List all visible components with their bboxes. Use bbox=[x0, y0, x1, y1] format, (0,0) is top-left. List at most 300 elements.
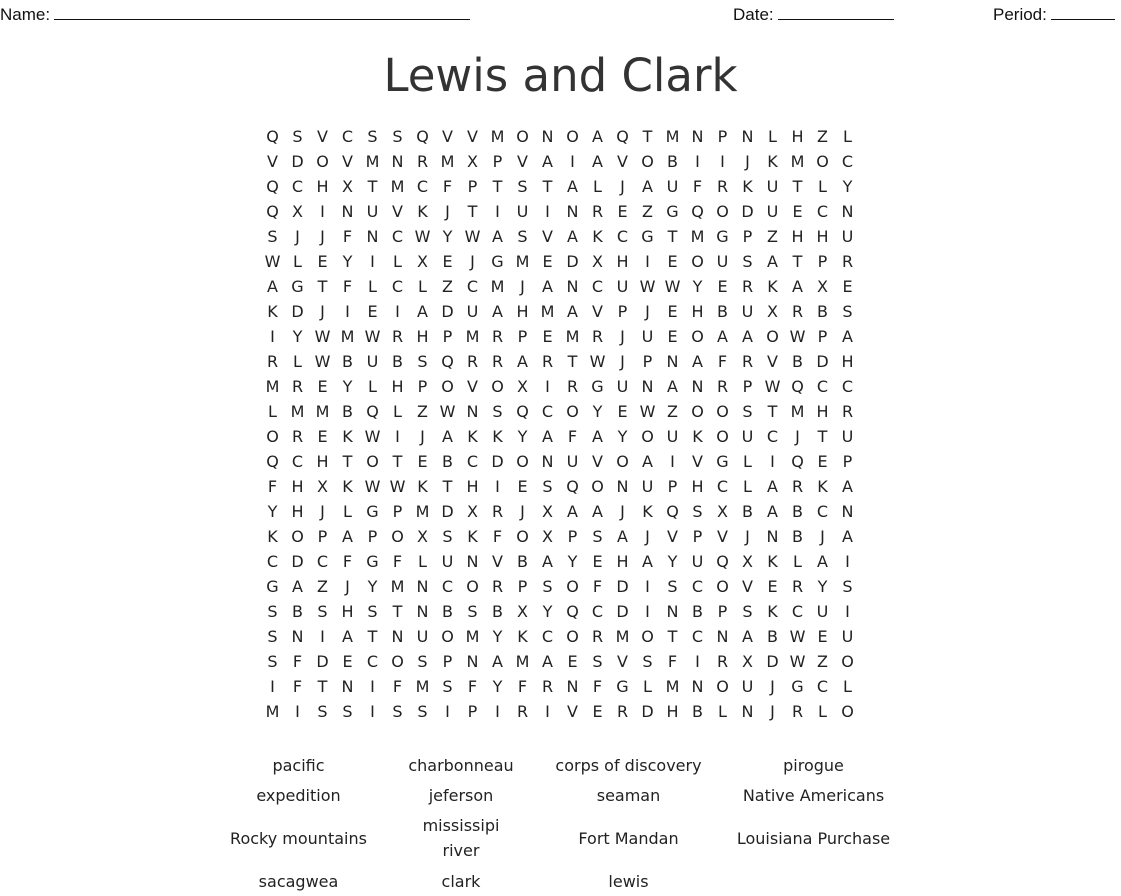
grid-letter[interactable]: J bbox=[620, 502, 625, 521]
grid-letter[interactable]: A bbox=[442, 427, 453, 446]
grid-letter[interactable]: O bbox=[716, 677, 729, 696]
grid-letter[interactable]: N bbox=[466, 402, 479, 421]
grid-letter[interactable]: S bbox=[317, 602, 328, 621]
grid-letter[interactable]: H bbox=[616, 552, 629, 571]
grid-letter[interactable]: E bbox=[542, 252, 553, 271]
grid-letter[interactable]: W bbox=[364, 427, 381, 446]
grid-letter[interactable]: U bbox=[366, 202, 379, 221]
grid-letter[interactable]: D bbox=[766, 652, 779, 671]
grid-letter[interactable]: I bbox=[370, 702, 375, 721]
grid-letter[interactable]: V bbox=[717, 527, 728, 546]
grid-letter[interactable]: R bbox=[391, 327, 404, 346]
grid-letter[interactable]: M bbox=[390, 177, 405, 196]
grid-letter[interactable]: S bbox=[517, 227, 528, 246]
grid-letter[interactable]: C bbox=[816, 677, 829, 696]
grid-letter[interactable]: A bbox=[492, 227, 503, 246]
grid-letter[interactable]: O bbox=[391, 527, 404, 546]
grid-letter[interactable]: N bbox=[566, 277, 579, 296]
grid-letter[interactable]: G bbox=[366, 552, 379, 571]
grid-letter[interactable]: A bbox=[817, 552, 828, 571]
grid-letter[interactable]: O bbox=[716, 427, 729, 446]
grid-letter[interactable]: S bbox=[742, 602, 753, 621]
grid-letter[interactable]: O bbox=[466, 577, 479, 596]
grid-letter[interactable]: U bbox=[466, 302, 479, 321]
grid-letter[interactable]: P bbox=[692, 527, 703, 546]
grid-letter[interactable]: B bbox=[342, 402, 353, 421]
grid-letter[interactable]: J bbox=[420, 427, 425, 446]
grid-letter[interactable]: N bbox=[616, 477, 629, 496]
grid-letter[interactable]: U bbox=[566, 452, 579, 471]
grid-letter[interactable]: Y bbox=[292, 327, 303, 346]
grid-letter[interactable]: Q bbox=[416, 127, 429, 146]
grid-letter[interactable]: E bbox=[342, 652, 353, 671]
grid-letter[interactable]: B bbox=[342, 352, 353, 371]
grid-letter[interactable]: N bbox=[416, 577, 429, 596]
grid-letter[interactable]: A bbox=[417, 302, 428, 321]
grid-letter[interactable]: O bbox=[391, 652, 404, 671]
grid-letter[interactable]: W bbox=[439, 402, 456, 421]
grid-letter[interactable]: Q bbox=[566, 602, 579, 621]
grid-letter[interactable]: E bbox=[767, 577, 778, 596]
grid-letter[interactable]: L bbox=[593, 177, 602, 196]
grid-letter[interactable]: B bbox=[792, 352, 803, 371]
grid-letter[interactable]: C bbox=[791, 602, 804, 621]
grid-letter[interactable]: V bbox=[767, 352, 778, 371]
grid-letter[interactable]: A bbox=[542, 277, 553, 296]
grid-letter[interactable]: T bbox=[567, 352, 578, 371]
grid-letter[interactable]: A bbox=[492, 302, 503, 321]
grid-letter[interactable]: D bbox=[616, 602, 629, 621]
grid-letter[interactable]: T bbox=[767, 402, 778, 421]
grid-letter[interactable]: M bbox=[665, 127, 680, 146]
grid-letter[interactable]: F bbox=[467, 677, 478, 696]
grid-letter[interactable]: E bbox=[517, 477, 528, 496]
grid-letter[interactable]: N bbox=[366, 227, 379, 246]
grid-letter[interactable]: R bbox=[591, 327, 604, 346]
date-blank-line[interactable] bbox=[778, 3, 894, 20]
grid-letter[interactable]: I bbox=[695, 652, 700, 671]
grid-letter[interactable]: F bbox=[692, 177, 703, 196]
grid-letter[interactable]: B bbox=[742, 502, 753, 521]
grid-letter[interactable]: O bbox=[566, 577, 579, 596]
name-field[interactable] bbox=[0, 3, 470, 25]
grid-letter[interactable]: X bbox=[817, 277, 828, 296]
name-blank-line[interactable] bbox=[54, 3, 470, 20]
grid-letter[interactable]: R bbox=[466, 352, 479, 371]
grid-letter[interactable]: F bbox=[292, 677, 303, 696]
grid-letter[interactable]: G bbox=[716, 227, 729, 246]
grid-letter[interactable]: K bbox=[417, 477, 428, 496]
grid-letter[interactable]: J bbox=[820, 527, 825, 546]
grid-letter[interactable]: C bbox=[441, 577, 454, 596]
grid-letter[interactable]: D bbox=[441, 302, 454, 321]
grid-letter[interactable]: K bbox=[592, 227, 603, 246]
grid-letter[interactable]: K bbox=[267, 527, 278, 546]
grid-letter[interactable]: M bbox=[365, 152, 380, 171]
grid-letter[interactable]: G bbox=[491, 252, 504, 271]
grid-letter[interactable]: T bbox=[342, 452, 353, 471]
grid-letter[interactable]: Q bbox=[441, 352, 454, 371]
grid-letter[interactable]: W bbox=[639, 402, 656, 421]
grid-letter[interactable]: W bbox=[414, 227, 431, 246]
grid-letter[interactable]: R bbox=[741, 277, 754, 296]
grid-letter[interactable]: U bbox=[416, 627, 429, 646]
grid-letter[interactable]: A bbox=[842, 327, 853, 346]
grid-letter[interactable]: E bbox=[592, 552, 603, 571]
grid-letter[interactable]: N bbox=[666, 352, 679, 371]
grid-letter[interactable]: O bbox=[291, 527, 304, 546]
grid-letter[interactable]: A bbox=[517, 352, 528, 371]
grid-letter[interactable]: T bbox=[467, 202, 478, 221]
grid-letter[interactable]: V bbox=[467, 377, 478, 396]
grid-letter[interactable]: E bbox=[592, 702, 603, 721]
grid-letter[interactable]: D bbox=[491, 452, 504, 471]
grid-letter[interactable]: R bbox=[616, 702, 629, 721]
grid-letter[interactable]: R bbox=[591, 202, 604, 221]
grid-letter[interactable]: A bbox=[542, 652, 553, 671]
grid-letter[interactable]: M bbox=[540, 302, 555, 321]
grid-letter[interactable]: R bbox=[491, 502, 504, 521]
grid-letter[interactable]: S bbox=[392, 702, 403, 721]
grid-letter[interactable]: H bbox=[516, 302, 529, 321]
grid-letter[interactable]: N bbox=[391, 627, 404, 646]
grid-letter[interactable]: B bbox=[692, 602, 703, 621]
grid-letter[interactable]: E bbox=[792, 202, 803, 221]
grid-letter[interactable]: K bbox=[767, 602, 778, 621]
grid-letter[interactable]: I bbox=[270, 327, 275, 346]
grid-letter[interactable]: H bbox=[391, 377, 404, 396]
grid-letter[interactable]: A bbox=[617, 527, 628, 546]
grid-letter[interactable]: I bbox=[695, 152, 700, 171]
grid-letter[interactable]: M bbox=[465, 627, 480, 646]
grid-letter[interactable]: L bbox=[393, 252, 402, 271]
grid-letter[interactable]: C bbox=[691, 627, 704, 646]
grid-letter[interactable]: U bbox=[516, 202, 529, 221]
grid-letter[interactable]: O bbox=[316, 152, 329, 171]
grid-letter[interactable]: R bbox=[716, 652, 729, 671]
grid-letter[interactable]: O bbox=[441, 377, 454, 396]
grid-letter[interactable]: E bbox=[617, 402, 628, 421]
grid-letter[interactable]: C bbox=[816, 202, 829, 221]
grid-letter[interactable]: J bbox=[520, 502, 525, 521]
grid-letter[interactable]: P bbox=[392, 502, 403, 521]
grid-letter[interactable]: M bbox=[565, 327, 580, 346]
grid-letter[interactable]: X bbox=[317, 477, 328, 496]
grid-letter[interactable]: K bbox=[492, 427, 503, 446]
grid-letter[interactable]: R bbox=[291, 377, 304, 396]
grid-letter[interactable]: K bbox=[767, 152, 778, 171]
grid-letter[interactable]: C bbox=[341, 127, 354, 146]
grid-letter[interactable]: S bbox=[292, 127, 303, 146]
grid-letter[interactable]: M bbox=[465, 327, 480, 346]
grid-letter[interactable]: X bbox=[592, 252, 603, 271]
grid-letter[interactable]: C bbox=[541, 627, 554, 646]
grid-letter[interactable]: N bbox=[291, 627, 304, 646]
grid-letter[interactable]: U bbox=[691, 552, 704, 571]
grid-letter[interactable]: I bbox=[545, 377, 550, 396]
grid-letter[interactable]: W bbox=[789, 627, 806, 646]
grid-letter[interactable]: C bbox=[291, 452, 304, 471]
grid-letter[interactable]: F bbox=[267, 477, 278, 496]
grid-letter[interactable]: W bbox=[639, 277, 656, 296]
grid-letter[interactable]: U bbox=[441, 552, 454, 571]
grid-letter[interactable]: J bbox=[745, 152, 750, 171]
grid-letter[interactable]: Y bbox=[842, 177, 853, 196]
grid-letter[interactable]: C bbox=[591, 277, 604, 296]
grid-letter[interactable]: S bbox=[642, 652, 653, 671]
grid-letter[interactable]: U bbox=[641, 477, 654, 496]
grid-letter[interactable]: F bbox=[517, 677, 528, 696]
grid-letter[interactable]: I bbox=[645, 602, 650, 621]
grid-letter[interactable]: H bbox=[691, 302, 704, 321]
grid-letter[interactable]: P bbox=[517, 327, 528, 346]
grid-letter[interactable]: Y bbox=[692, 277, 703, 296]
grid-letter[interactable]: O bbox=[566, 402, 579, 421]
grid-letter[interactable]: V bbox=[742, 577, 753, 596]
grid-letter[interactable]: K bbox=[742, 177, 753, 196]
grid-letter[interactable]: U bbox=[666, 177, 679, 196]
grid-letter[interactable]: N bbox=[741, 127, 754, 146]
grid-letter[interactable]: J bbox=[345, 577, 350, 596]
grid-letter[interactable]: P bbox=[717, 127, 728, 146]
grid-letter[interactable]: H bbox=[316, 177, 329, 196]
grid-letter[interactable]: E bbox=[817, 627, 828, 646]
grid-letter[interactable]: Q bbox=[266, 452, 279, 471]
grid-letter[interactable]: M bbox=[265, 702, 280, 721]
grid-letter[interactable]: E bbox=[317, 252, 328, 271]
grid-letter[interactable]: S bbox=[842, 302, 853, 321]
grid-letter[interactable]: Y bbox=[817, 577, 828, 596]
grid-letter[interactable]: S bbox=[417, 702, 428, 721]
grid-letter[interactable]: L bbox=[418, 277, 427, 296]
grid-letter[interactable]: V bbox=[467, 127, 478, 146]
grid-letter[interactable]: X bbox=[517, 377, 528, 396]
grid-letter[interactable]: O bbox=[716, 577, 729, 596]
grid-letter[interactable]: Q bbox=[691, 202, 704, 221]
grid-letter[interactable]: B bbox=[292, 602, 303, 621]
grid-letter[interactable]: R bbox=[591, 627, 604, 646]
grid-letter[interactable]: S bbox=[467, 602, 478, 621]
grid-letter[interactable]: J bbox=[770, 702, 775, 721]
grid-letter[interactable]: Y bbox=[567, 552, 578, 571]
grid-letter[interactable]: W bbox=[764, 377, 781, 396]
grid-letter[interactable]: D bbox=[641, 702, 654, 721]
grid-letter[interactable]: T bbox=[367, 177, 378, 196]
grid-letter[interactable]: L bbox=[368, 377, 377, 396]
grid-letter[interactable]: B bbox=[392, 352, 403, 371]
grid-letter[interactable]: R bbox=[791, 477, 804, 496]
grid-letter[interactable]: O bbox=[566, 127, 579, 146]
grid-letter[interactable]: F bbox=[442, 177, 453, 196]
grid-letter[interactable]: A bbox=[567, 177, 578, 196]
grid-letter[interactable]: H bbox=[691, 477, 704, 496]
grid-letter[interactable]: V bbox=[317, 127, 328, 146]
grid-letter[interactable]: U bbox=[766, 177, 779, 196]
grid-letter[interactable]: F bbox=[292, 652, 303, 671]
grid-letter[interactable]: A bbox=[567, 502, 578, 521]
grid-letter[interactable]: A bbox=[567, 227, 578, 246]
grid-letter[interactable]: V bbox=[667, 527, 678, 546]
grid-letter[interactable]: X bbox=[292, 202, 303, 221]
grid-letter[interactable]: C bbox=[591, 602, 604, 621]
grid-letter[interactable]: M bbox=[490, 127, 505, 146]
grid-letter[interactable]: X bbox=[542, 527, 553, 546]
grid-letter[interactable]: O bbox=[616, 452, 629, 471]
grid-letter[interactable]: A bbox=[667, 377, 678, 396]
grid-letter[interactable]: T bbox=[817, 427, 828, 446]
grid-letter[interactable]: A bbox=[767, 477, 778, 496]
grid-letter[interactable]: T bbox=[667, 227, 678, 246]
grid-letter[interactable]: C bbox=[391, 277, 404, 296]
grid-letter[interactable]: U bbox=[741, 302, 754, 321]
grid-letter[interactable]: Q bbox=[266, 177, 279, 196]
grid-letter[interactable]: E bbox=[817, 452, 828, 471]
grid-letter[interactable]: T bbox=[442, 477, 453, 496]
grid-letter[interactable]: R bbox=[516, 702, 529, 721]
grid-letter[interactable]: N bbox=[541, 452, 554, 471]
grid-letter[interactable]: O bbox=[691, 402, 704, 421]
grid-letter[interactable]: X bbox=[742, 552, 753, 571]
grid-letter[interactable]: J bbox=[745, 527, 750, 546]
grid-letter[interactable]: W bbox=[264, 252, 281, 271]
grid-letter[interactable]: P bbox=[517, 577, 528, 596]
grid-letter[interactable]: J bbox=[795, 427, 800, 446]
grid-letter[interactable]: L bbox=[343, 502, 352, 521]
grid-letter[interactable]: I bbox=[295, 702, 300, 721]
grid-letter[interactable]: B bbox=[492, 602, 503, 621]
grid-letter[interactable]: H bbox=[666, 702, 679, 721]
grid-letter[interactable]: L bbox=[818, 177, 827, 196]
grid-letter[interactable]: N bbox=[541, 127, 554, 146]
grid-letter[interactable]: K bbox=[417, 202, 428, 221]
grid-letter[interactable]: R bbox=[841, 252, 854, 271]
grid-letter[interactable]: F bbox=[717, 352, 728, 371]
grid-letter[interactable]: S bbox=[417, 352, 428, 371]
grid-letter[interactable]: L bbox=[393, 402, 402, 421]
grid-letter[interactable]: O bbox=[691, 327, 704, 346]
grid-letter[interactable]: E bbox=[717, 277, 728, 296]
grid-letter[interactable]: H bbox=[791, 127, 804, 146]
grid-letter[interactable]: V bbox=[542, 227, 553, 246]
grid-letter[interactable]: U bbox=[816, 602, 829, 621]
grid-letter[interactable]: K bbox=[267, 302, 278, 321]
grid-letter[interactable]: I bbox=[645, 252, 650, 271]
grid-letter[interactable]: B bbox=[767, 627, 778, 646]
grid-letter[interactable]: A bbox=[267, 277, 278, 296]
grid-letter[interactable]: L bbox=[818, 702, 827, 721]
grid-letter[interactable]: N bbox=[391, 152, 404, 171]
grid-letter[interactable]: F bbox=[342, 277, 353, 296]
grid-letter[interactable]: D bbox=[566, 252, 579, 271]
grid-letter[interactable]: E bbox=[442, 252, 453, 271]
grid-letter[interactable]: F bbox=[567, 427, 578, 446]
grid-letter[interactable]: O bbox=[641, 427, 654, 446]
grid-letter[interactable]: M bbox=[440, 152, 455, 171]
grid-letter[interactable]: V bbox=[392, 202, 403, 221]
grid-letter[interactable]: J bbox=[645, 302, 650, 321]
grid-letter[interactable]: X bbox=[467, 502, 478, 521]
grid-letter[interactable]: I bbox=[370, 677, 375, 696]
grid-letter[interactable]: P bbox=[842, 452, 853, 471]
grid-letter[interactable]: L bbox=[293, 352, 302, 371]
grid-letter[interactable]: I bbox=[395, 427, 400, 446]
grid-letter[interactable]: P bbox=[667, 477, 678, 496]
grid-letter[interactable]: V bbox=[342, 152, 353, 171]
grid-letter[interactable]: Z bbox=[642, 202, 653, 221]
grid-letter[interactable]: X bbox=[767, 302, 778, 321]
grid-letter[interactable]: V bbox=[617, 152, 628, 171]
grid-letter[interactable]: N bbox=[691, 377, 704, 396]
grid-letter[interactable]: J bbox=[295, 227, 300, 246]
grid-letter[interactable]: W bbox=[389, 477, 406, 496]
grid-letter[interactable]: Q bbox=[616, 127, 629, 146]
grid-letter[interactable]: B bbox=[692, 702, 703, 721]
grid-letter[interactable]: N bbox=[416, 602, 429, 621]
grid-letter[interactable]: F bbox=[342, 552, 353, 571]
grid-letter[interactable]: N bbox=[691, 127, 704, 146]
grid-letter[interactable]: R bbox=[716, 377, 729, 396]
grid-letter[interactable]: M bbox=[415, 677, 430, 696]
grid-letter[interactable]: S bbox=[317, 702, 328, 721]
grid-letter[interactable]: E bbox=[842, 277, 853, 296]
grid-letter[interactable]: D bbox=[616, 577, 629, 596]
grid-letter[interactable]: E bbox=[317, 377, 328, 396]
grid-letter[interactable]: J bbox=[320, 302, 325, 321]
grid-letter[interactable]: H bbox=[291, 502, 304, 521]
grid-letter[interactable]: A bbox=[342, 527, 353, 546]
grid-letter[interactable]: S bbox=[267, 602, 278, 621]
grid-letter[interactable]: F bbox=[492, 527, 503, 546]
grid-letter[interactable]: J bbox=[320, 227, 325, 246]
grid-letter[interactable]: B bbox=[667, 152, 678, 171]
grid-letter[interactable]: J bbox=[520, 277, 525, 296]
grid-letter[interactable]: T bbox=[317, 677, 328, 696]
grid-letter[interactable]: R bbox=[791, 302, 804, 321]
grid-letter[interactable]: O bbox=[516, 127, 529, 146]
grid-letter[interactable]: U bbox=[841, 227, 854, 246]
grid-letter[interactable]: S bbox=[442, 527, 453, 546]
grid-letter[interactable]: C bbox=[416, 177, 429, 196]
grid-letter[interactable]: N bbox=[341, 677, 354, 696]
grid-letter[interactable]: J bbox=[645, 527, 650, 546]
grid-letter[interactable]: S bbox=[742, 252, 753, 271]
grid-letter[interactable]: I bbox=[495, 702, 500, 721]
grid-letter[interactable]: H bbox=[466, 477, 479, 496]
grid-letter[interactable]: F bbox=[667, 652, 678, 671]
grid-letter[interactable]: B bbox=[442, 602, 453, 621]
grid-letter[interactable]: T bbox=[367, 627, 378, 646]
grid-letter[interactable]: J bbox=[320, 502, 325, 521]
grid-letter[interactable]: N bbox=[741, 702, 754, 721]
grid-letter[interactable]: C bbox=[466, 277, 479, 296]
grid-letter[interactable]: I bbox=[845, 552, 850, 571]
grid-letter[interactable]: N bbox=[566, 677, 579, 696]
grid-letter[interactable]: F bbox=[592, 577, 603, 596]
grid-letter[interactable]: P bbox=[617, 302, 628, 321]
grid-letter[interactable]: O bbox=[366, 452, 379, 471]
grid-letter[interactable]: K bbox=[817, 477, 828, 496]
grid-letter[interactable]: V bbox=[517, 152, 528, 171]
grid-letter[interactable]: N bbox=[466, 552, 479, 571]
grid-letter[interactable]: U bbox=[841, 627, 854, 646]
grid-letter[interactable]: A bbox=[542, 152, 553, 171]
grid-letter[interactable]: A bbox=[842, 477, 853, 496]
grid-letter[interactable]: O bbox=[516, 452, 529, 471]
grid-letter[interactable]: S bbox=[492, 402, 503, 421]
grid-letter[interactable]: N bbox=[841, 202, 854, 221]
grid-letter[interactable]: F bbox=[342, 227, 353, 246]
grid-letter[interactable]: L bbox=[418, 552, 427, 571]
